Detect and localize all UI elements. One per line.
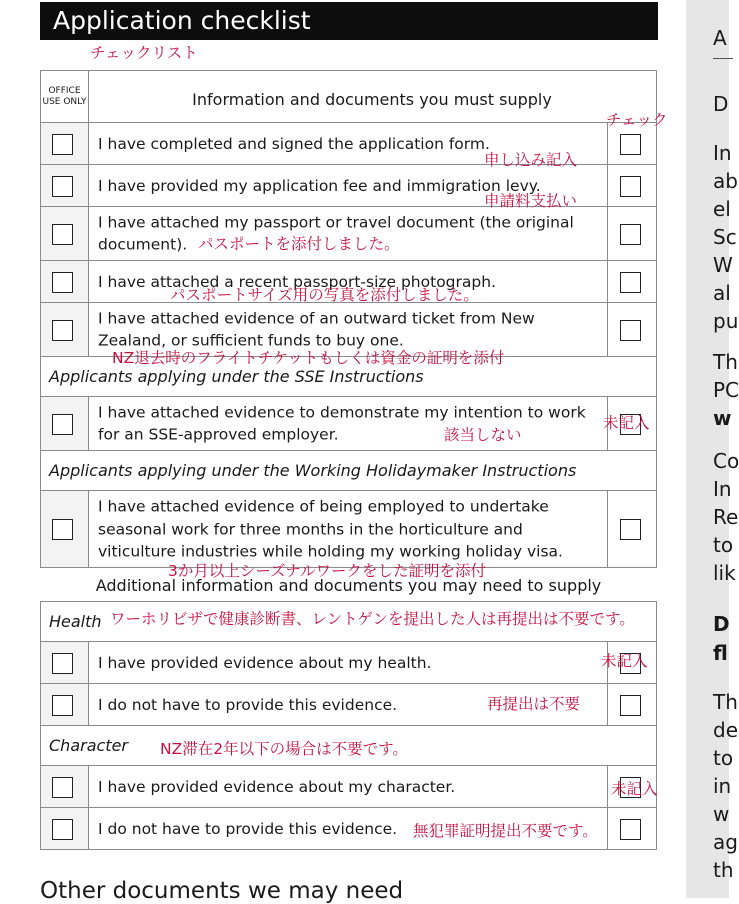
applicant-checkbox[interactable] [620,176,641,197]
item-text: I have attached evidence of an outward ticket from New Zealand, or sufficient funds to buy one. [98,309,535,350]
applicant-checkbox[interactable] [620,272,641,293]
annotation-note: NZ退去時のフライトチケットもしくは資金の証明を添付 [112,349,505,367]
applicant-checkbox[interactable] [620,224,641,245]
checklist-row [41,642,656,684]
side-text: W [713,253,733,277]
side-divider [713,58,733,59]
side-text: w [713,802,730,826]
annotation-note: 該当しない [444,426,522,444]
side-text: ag [713,830,738,854]
side-text: Re [713,505,739,529]
side-text: fl [713,641,728,665]
side-text: th [713,858,734,882]
office-checkbox[interactable] [52,272,73,293]
item-text: I have provided my application fee and immigration levy. [98,176,541,195]
annotation-note: パスポートサイズ用の写真を添付しました。 [170,286,479,304]
annotation-note: 申し込み記入 [484,151,578,169]
annotation-note: 無犯罪証明提出不要です。 [413,822,598,840]
item-text: I have attached my passport or travel document (the original document). [98,213,574,254]
annotation-note: NZ滞在2年以下の場合は不要です。 [160,740,408,758]
annotation-note: 未記入 [601,652,648,670]
side-panel [686,0,739,898]
whm-section-heading: Applicants applying under the Working Holidaymaker Instructions [41,451,656,491]
office-checkbox[interactable] [52,224,73,245]
applicant-checkbox[interactable] [620,320,641,341]
annotation-note: ワーホリビザで健康診断書、レントゲンを提出した人は再提出は不要です。 [110,610,635,628]
item-text: I have attached evidence of being employed to undertake seasonal work for three months in the horticulture and viticulture industries while holding my working holiday visa. [98,497,563,561]
side-text: to [713,746,734,770]
office-checkbox[interactable] [52,176,73,197]
office-checkbox[interactable] [52,819,73,840]
item-text: I have provided evidence about my health. [98,653,432,672]
side-text: A [713,26,727,50]
annotation-note: 未記入 [603,414,650,432]
side-text: In [713,141,732,165]
character-section-heading: Character [41,726,656,766]
side-text: Sc [713,225,737,249]
side-text: Co [713,449,739,473]
checklist-title-bar [40,2,658,40]
other-documents-heading: Other documents we may need [40,878,404,904]
side-text: w [713,406,732,430]
side-text: In [713,477,732,501]
health-section-heading: Health [41,602,656,642]
office-use-header: OFFICE USE ONLY [41,71,89,122]
additional-documents-table [40,601,657,850]
annotation-note: 再提出は不要 [487,695,581,713]
checklist-row [41,766,656,808]
side-text: in [713,774,732,798]
checklist-row [41,491,656,568]
side-text: pu [713,309,739,333]
annotation-note: 申請料支払い [484,192,578,210]
checklist-title: Application checklist [53,6,311,35]
office-checkbox[interactable] [52,320,73,341]
side-text: Th [713,350,738,374]
side-text: D [713,612,730,636]
side-text: D [713,92,729,116]
item-text: I have attached a recent passport-size photograph. [98,272,496,291]
annotation-note: パスポートを添付しました。 [198,235,400,253]
item-text: I do not have to provide this evidence. [98,695,398,714]
table-header-row [41,71,656,123]
applicant-checkbox[interactable] [620,819,641,840]
side-text: ab [713,169,738,193]
applicant-checkbox[interactable] [620,134,641,155]
office-checkbox[interactable] [52,777,73,798]
side-text: PC [713,378,739,402]
applicant-checkbox[interactable] [620,519,641,540]
item-text: I have attached evidence to demonstrate my intention to work for an SSE-approved employer. [98,403,586,444]
office-checkbox[interactable] [52,134,73,155]
side-text: lik [713,561,736,585]
side-text: al [713,281,731,305]
office-checkbox[interactable] [52,519,73,540]
required-documents-heading: Information and documents you must supply [192,90,552,109]
annotation-note: 3か月以上シーズナルワークをした証明を添付 [168,562,487,580]
required-documents-table [40,70,657,568]
title-note: チェックリスト [90,44,198,62]
check-column-note: チェック [606,111,668,129]
additional-info-heading: Additional information and documents you may need to supply [95,576,602,595]
office-checkbox[interactable] [52,414,73,435]
checklist-row [41,397,656,451]
side-text: de [713,718,738,742]
item-text: I have completed and signed the application form. [98,134,490,153]
side-text: Th [713,690,738,714]
applicant-checkbox[interactable] [620,695,641,716]
side-text: el [713,197,731,221]
side-text: to [713,533,734,557]
office-checkbox[interactable] [52,653,73,674]
annotation-note: 未記入 [611,780,658,798]
office-checkbox[interactable] [52,695,73,716]
sse-section-heading: Applicants applying under the SSE Instructions [41,357,656,397]
item-text: I have provided evidence about my character. [98,777,456,796]
item-text: I do not have to provide this evidence. [98,819,398,838]
